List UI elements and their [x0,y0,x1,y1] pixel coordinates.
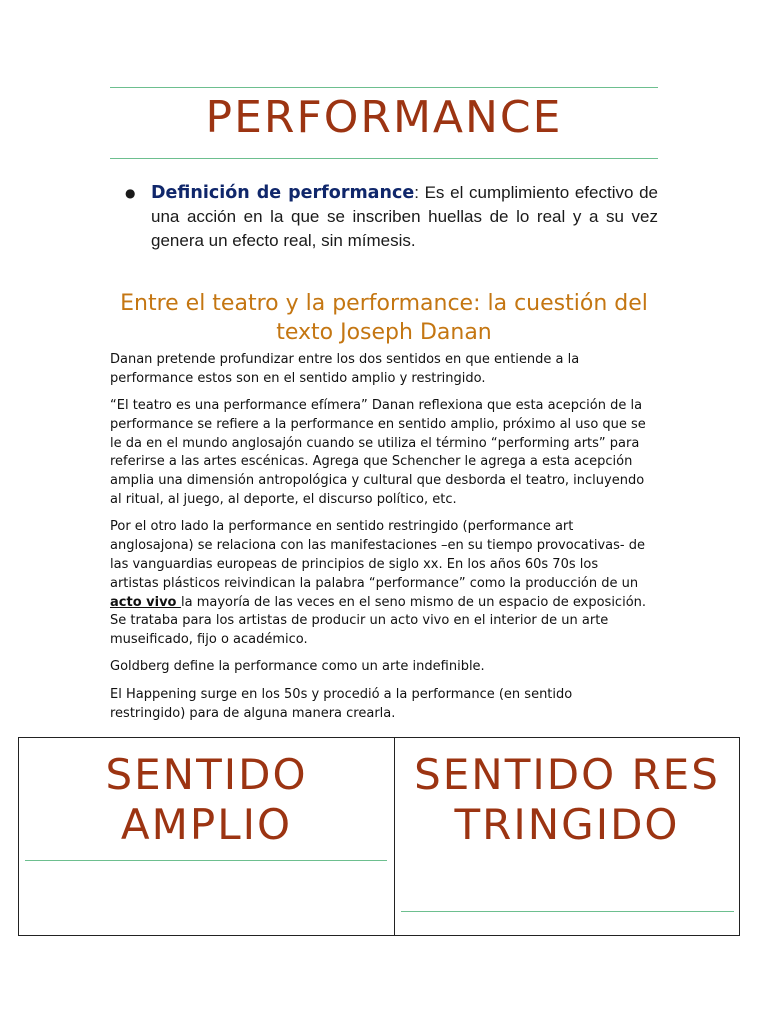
title-bottom-rule [110,158,658,159]
acto-vivo-link[interactable]: acto vivo [110,594,182,610]
paragraph-5: El Happening surge en los 50s y procedió a la performance (en sentido restringido) para de alguna manera crearla. [110,686,573,721]
paragraph-4: Goldberg define la performance como un arte indefinible. [110,659,485,675]
table-cell-left: SENTIDO AMPLIO [105,750,308,849]
left-cell-rule [25,860,387,861]
paragraph-3 [110,518,650,650]
bullet-dot: ● [125,186,136,200]
body-text [110,351,650,732]
definition-text: : Es el cumplimiento efectivo de una acción en la que se inscriben huellas de lo real y a su vez genera un efecto real, sin mímesis. [151,183,659,250]
paragraph-1: Danan pretende profundizar entre los dos sentidos en que entiende a la performance estos son en el sentido amplio y restringido. [110,352,580,386]
definition-term: Definición de performance [151,183,415,203]
paragraph-3-end: la mayoría de las veces en el seno mismo de un espacio de exposición. Se trataba para los artistas de producir un acto vivo en el interior de un arte museificado, fijo o académico. [110,594,647,648]
title-top-rule [110,87,658,88]
paragraph-3-start: Por el otro lado la performance en sentido restringido (performance art anglosajona) se relaciona con las manifestaciones –en su tiempo provocativas- de las vanguardias europeas de principios de siglo xx. En los años 60s 70s los artistas plásticos reivindican la palabra “performance” como la producción de un [110,519,645,591]
right-cell-rule [401,911,734,912]
table-cell-right: SENTIDO RESTRINGIDO [414,750,720,849]
paragraph-2: “El teatro es una performance efímera” Danan reflexiona que esta acepción de la performance se refiere a la performance en sentido amplio, próximo al uso que se le da en el mundo anglosajón cuando se utiliza el término “performing arts” para referirse a las artes escénicas. Agrega que Schencher le agrega a esta acepción amplia una dimensión antropológica y cultural que desborda el teatro, incluyendo al ritual, al juego, al deporte, el discurso político, etc. [110,398,646,508]
table-column-divider [394,738,395,935]
comparison-table [18,737,740,936]
page-title: PERFORMANCE [205,92,563,143]
section-subtitle: Entre el teatro y la performance: la cuestión del texto Joseph Danan [120,291,648,345]
definition-paragraph [151,181,658,253]
